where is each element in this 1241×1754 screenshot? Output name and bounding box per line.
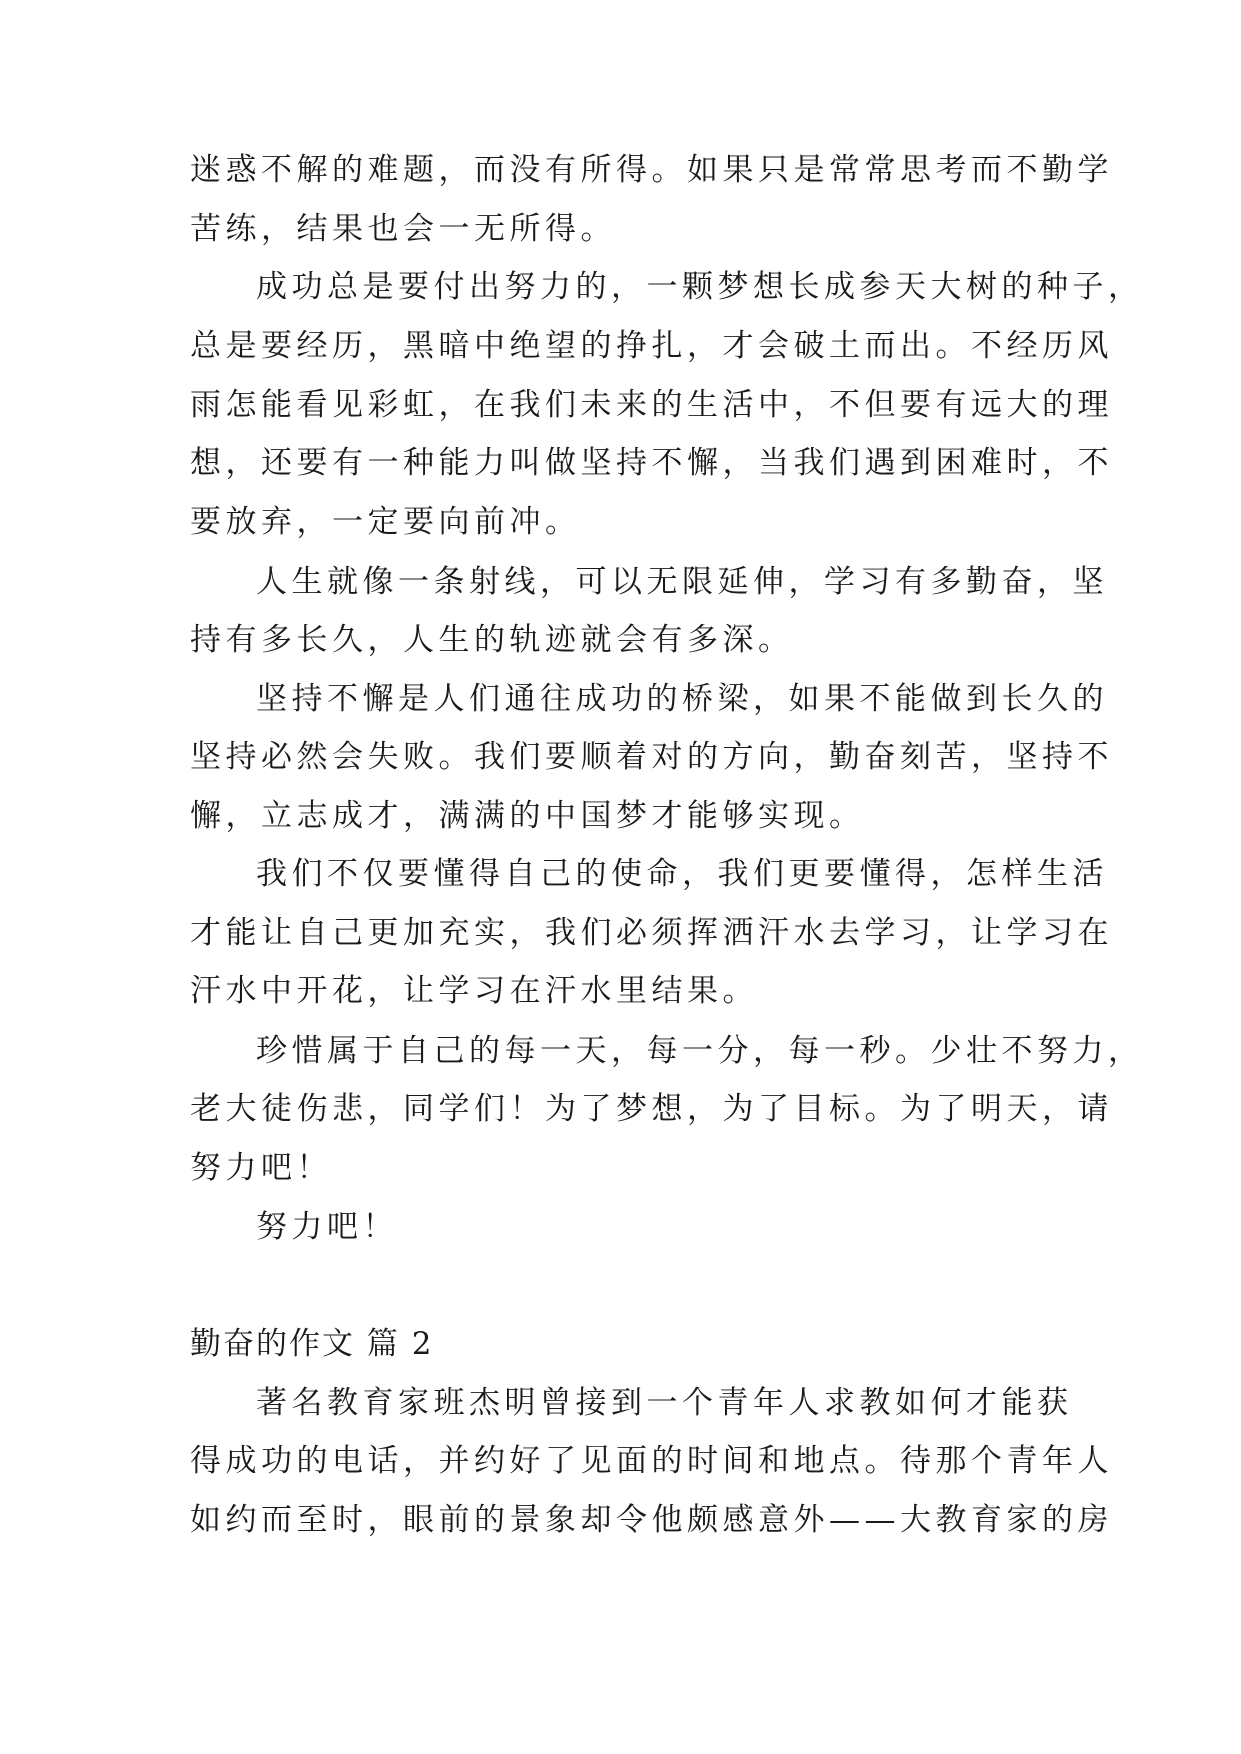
text-line: 总是要经历，黑暗中绝望的挣扎，才会破土而出。不经历风 [190,328,1113,364]
text-line: 如约而至时，眼前的景象却令他颇感意外——大教育家的房 [190,1502,1113,1538]
section-heading: 勤奋的作文 篇 2 [190,1326,434,1362]
paragraph-first-line: 我们不仅要懂得自己的使命，我们更要懂得，怎样生活 [256,856,1108,892]
text-line: 苦练，结果也会一无所得。 [190,211,616,247]
text-line: 想，还要有一种能力叫做坚持不懈，当我们遇到困难时，不 [190,445,1113,481]
text-line: 努力吧！ [190,1150,332,1186]
paragraph-first-line: 著名教育家班杰明曾接到一个青年人求教如何才能获 [256,1385,1073,1421]
text-line: 坚持必然会失败。我们要顺着对的方向，勤奋刻苦，坚持不 [190,739,1113,775]
paragraph-first-line: 坚持不懈是人们通往成功的桥梁，如果不能做到长久的 [256,681,1108,717]
text-line: 老大徒伤悲，同学们！为了梦想，为了目标。为了明天，请 [190,1091,1113,1127]
paragraph-first-line: 人生就像一条射线，可以无限延伸，学习有多勤奋，坚 [256,564,1108,600]
text-line: 才能让自己更加充实，我们必须挥洒汗水去学习，让学习在 [190,915,1113,951]
text-line: 汗水中开花，让学习在汗水里结果。 [190,973,758,1009]
text-line: 要放弃，一定要向前冲。 [190,504,581,540]
text-line: 得成功的电话，并约好了见面的时间和地点。待那个青年人 [190,1443,1113,1479]
text-line: 雨怎能看见彩虹，在我们未来的生活中，不但要有远大的理 [190,387,1113,423]
paragraph-first-line: 珍惜属于自己的每一天，每一分，每一秒。少壮不努力， [256,1033,1144,1069]
paragraph-first-line: 成功总是要付出努力的，一颗梦想长成参天大树的种子， [256,269,1144,305]
text-line: 迷惑不解的难题，而没有所得。如果只是常常思考而不勤学 [190,152,1113,188]
text-line: 持有多长久，人生的轨迹就会有多深。 [190,622,794,658]
text-line: 懈，立志成才，满满的中国梦才能够实现。 [190,798,865,834]
paragraph-first-line: 努力吧！ [256,1209,398,1245]
